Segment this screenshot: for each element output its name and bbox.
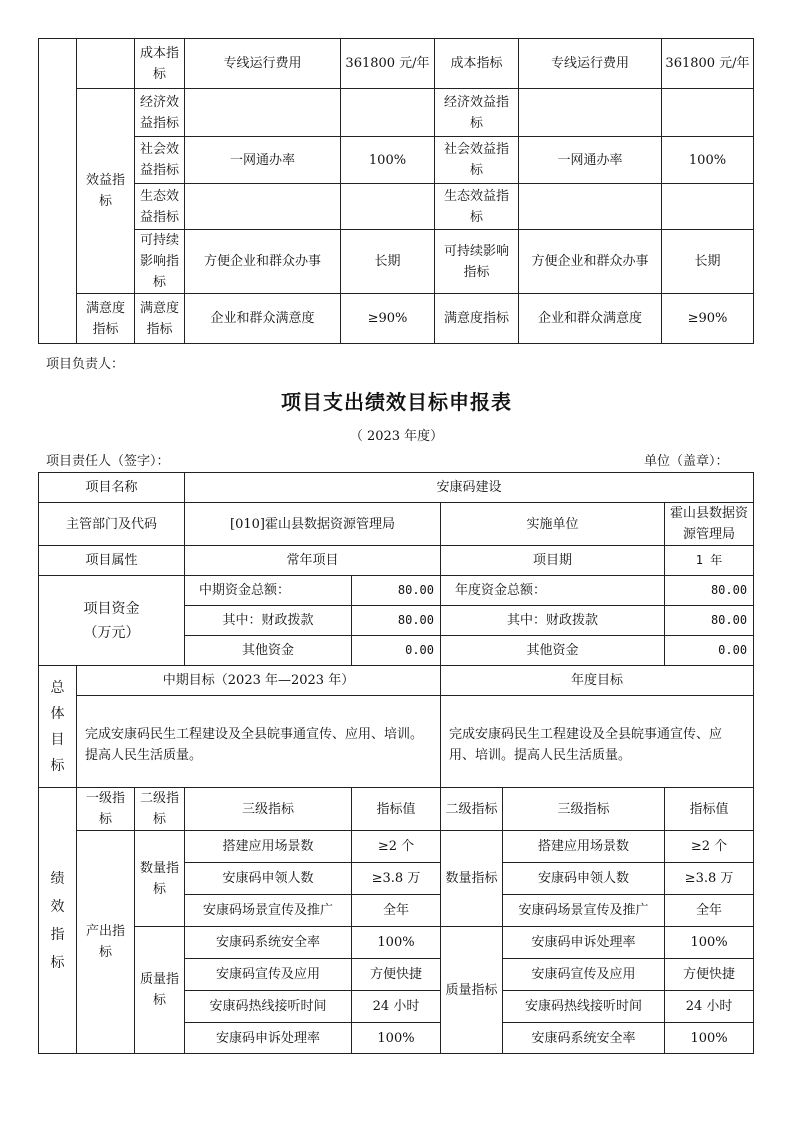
indicator-value: 100%	[665, 1023, 754, 1054]
mid-total-label: 中期资金总额：	[185, 576, 352, 606]
mid-other-value: 0.00	[352, 636, 441, 666]
table-row	[39, 696, 754, 788]
indicator-l2: 生态效益指标	[135, 184, 185, 230]
indicator-l3: 专线运行费用	[519, 39, 662, 89]
indicator-value: ≥3.8 万	[665, 863, 754, 895]
indicator-l2: 社会效益指标	[435, 137, 519, 184]
indicator-l2: 经济效益指标	[135, 89, 185, 137]
indicator-l3: 一网通办率	[185, 137, 341, 184]
year-finance-value: 80.00	[665, 606, 754, 636]
indicator-l3	[185, 89, 341, 137]
mid-other-label: 其他资金	[185, 636, 352, 666]
indicator-value: 100%	[662, 137, 754, 184]
project-name: 安康码建设	[185, 473, 754, 503]
indicator-l3: 安康码申诉处理率	[185, 1023, 352, 1054]
table-row	[39, 927, 754, 959]
qual-label: 质量指标	[135, 927, 185, 1054]
indicator-l3: 一网通办率	[519, 137, 662, 184]
indicator-l3	[519, 89, 662, 137]
mid-goal-text: 完成安康码民生工程建设及全县皖事通宣传、应用、培训。提高人民生活质量。	[77, 696, 441, 788]
indicator-l3: 安康码申诉处理率	[503, 927, 665, 959]
goals-label-cell	[39, 666, 77, 788]
indicator-value: ≥90%	[341, 294, 435, 344]
table-row	[39, 39, 754, 89]
qty-label: 数量指标	[135, 831, 185, 927]
funds-label-text: 项目资金（万元）	[83, 600, 140, 641]
impl-unit-value: 霍山县数据资源管理局	[665, 503, 754, 546]
attr-label: 项目属性	[39, 546, 185, 576]
blank-cell	[39, 39, 77, 344]
indicator-value: ≥90%	[662, 294, 754, 344]
qty-label-year: 数量指标	[441, 831, 503, 927]
satisfaction-label: 满意度指标	[77, 294, 135, 344]
indicator-l3: 搭建应用场景数	[503, 831, 665, 863]
period-label: 项目期	[441, 546, 665, 576]
indicator-l3: 搭建应用场景数	[185, 831, 352, 863]
indicator-l3: 专线运行费用	[185, 39, 341, 89]
output-label: 产出指标	[77, 831, 135, 1054]
year-finance-label: 其中：财政拨款	[441, 606, 665, 636]
indicator-l3: 安康码场景宣传及推广	[503, 895, 665, 927]
indicator-value: 24 小时	[352, 991, 441, 1023]
mid-goal-header: 中期目标（2023 年—2023 年）	[77, 666, 441, 696]
perf-label: 绩效指标	[50, 870, 65, 971]
indicator-value: 长期	[662, 230, 754, 294]
year-other-label: 其他资金	[441, 636, 665, 666]
header-lvl2-year: 二级指标	[441, 788, 503, 831]
indicator-l3: 安康码热线接听时间	[503, 991, 665, 1023]
dept-label: 主管部门及代码	[39, 503, 185, 546]
table-row	[39, 294, 754, 344]
prev-indicator-table	[38, 38, 754, 344]
indicator-value: ≥3.8 万	[352, 863, 441, 895]
year-goal-text: 完成安康码民生工程建设及全县皖事通宣传、应用、培训。提高人民生活质量。	[441, 696, 754, 788]
goals-label: 总体目标	[50, 679, 65, 774]
indicator-value	[341, 184, 435, 230]
indicator-value: 100%	[352, 1023, 441, 1054]
indicator-l2: 社会效益指标	[135, 137, 185, 184]
indicator-l3: 安康码宣传及应用	[503, 959, 665, 991]
indicator-value: 方便快捷	[665, 959, 754, 991]
indicator-l2: 满意度指标	[135, 294, 185, 344]
indicator-value: 方便快捷	[352, 959, 441, 991]
indicator-value	[662, 184, 754, 230]
dept-value: [010]霍山县数据资源管理局	[185, 503, 441, 546]
project-name-label: 项目名称	[39, 473, 185, 503]
indicator-l3: 方便企业和群众办事	[519, 230, 662, 294]
table-row	[39, 576, 754, 606]
indicator-l2: 成本指标	[435, 39, 519, 89]
attr-value: 常年项目	[185, 546, 441, 576]
indicator-value: 100%	[665, 927, 754, 959]
form-title: 项目支出绩效目标申报表	[281, 390, 512, 414]
indicator-value	[341, 89, 435, 137]
table-row	[39, 831, 754, 863]
year-total-value: 80.00	[665, 576, 754, 606]
indicator-l2: 经济效益指标	[435, 89, 519, 137]
indicator-l3: 安康码宣传及应用	[185, 959, 352, 991]
indicator-l2: 满意度指标	[435, 294, 519, 344]
indicator-value: 361800 元/年	[341, 39, 435, 89]
indicator-value: 全年	[352, 895, 441, 927]
indicator-l3: 安康码申领人数	[503, 863, 665, 895]
indicator-l3: 方便企业和群众办事	[185, 230, 341, 294]
header-value-year: 指标值	[665, 788, 754, 831]
header-lvl3: 三级指标	[185, 788, 352, 831]
table-row	[39, 666, 754, 696]
table-row	[39, 230, 754, 294]
indicator-value: ≥2 个	[665, 831, 754, 863]
mid-finance-label: 其中：财政拨款	[185, 606, 352, 636]
indicator-l3: 安康码热线接听时间	[185, 991, 352, 1023]
perf-label-cell	[39, 788, 77, 1054]
indicator-l3: 企业和群众满意度	[519, 294, 662, 344]
table-row	[39, 184, 754, 230]
funds-label	[39, 576, 185, 666]
qual-label-year: 质量指标	[441, 927, 503, 1054]
period-value: 1 年	[665, 546, 754, 576]
header-value: 指标值	[352, 788, 441, 831]
indicator-value: 24 小时	[665, 991, 754, 1023]
year-line: （ 2023 年度）	[349, 429, 444, 444]
header-lvl3-year: 三级指标	[503, 788, 665, 831]
indicator-l3: 企业和群众满意度	[185, 294, 341, 344]
indicator-value: 100%	[352, 927, 441, 959]
indicator-value	[662, 89, 754, 137]
indicator-l2: 可持续影响指标	[135, 230, 185, 294]
year-other-value: 0.00	[665, 636, 754, 666]
table-row	[39, 137, 754, 184]
indicator-l2: 成本指标	[135, 39, 185, 89]
header-lvl2: 二级指标	[135, 788, 185, 831]
indicator-l3: 安康码系统安全率	[185, 927, 352, 959]
mid-total-value: 80.00	[352, 576, 441, 606]
indicator-l3: 安康码场景宣传及推广	[185, 895, 352, 927]
indicator-value: 全年	[665, 895, 754, 927]
indicator-value: 长期	[341, 230, 435, 294]
header-lvl1: 一级指标	[77, 788, 135, 831]
indicator-value: 100%	[341, 137, 435, 184]
benefit-label: 效益指标	[77, 89, 135, 294]
unit-seal-label: 单位（盖章）：	[644, 454, 729, 469]
responsible-label: 项目责任人（签字）：	[46, 454, 170, 469]
table-row	[39, 503, 754, 546]
blank-cell	[77, 39, 135, 89]
table-row	[39, 546, 754, 576]
impl-unit-label: 实施单位	[441, 503, 665, 546]
project-leader-label: 项目负责人：	[46, 357, 125, 372]
indicator-value: ≥2 个	[352, 831, 441, 863]
indicator-l3	[185, 184, 341, 230]
indicator-l2: 生态效益指标	[435, 184, 519, 230]
declaration-table	[38, 472, 754, 1054]
indicator-l3	[519, 184, 662, 230]
indicator-l2: 可持续影响指标	[435, 230, 519, 294]
indicator-value: 361800 元/年	[662, 39, 754, 89]
indicator-l3: 安康码申领人数	[185, 863, 352, 895]
year-total-label: 年度资金总额：	[441, 576, 665, 606]
table-row	[39, 788, 754, 831]
indicator-l3: 安康码系统安全率	[503, 1023, 665, 1054]
year-goal-header: 年度目标	[441, 666, 754, 696]
table-row	[39, 473, 754, 503]
table-row	[39, 89, 754, 137]
mid-finance-value: 80.00	[352, 606, 441, 636]
